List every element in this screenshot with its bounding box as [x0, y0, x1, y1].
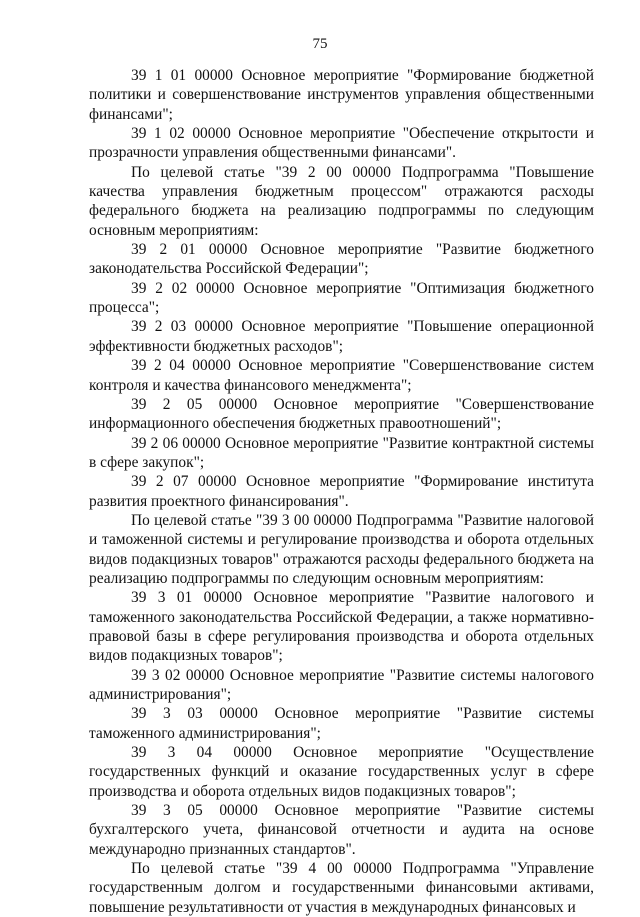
paragraph: 39 1 02 00000 Основное мероприятие "Обеспечение открытости и прозрачности управления общественными финансами".: [89, 125, 594, 162]
paragraph: 39 2 04 00000 Основное мероприятие "Совершенствование систем контроля и качества финансового менеджмента";: [89, 357, 594, 394]
paragraph: 39 3 05 00000 Основное мероприятие "Развитие системы бухгалтерского учета, финансовой отчетности и аудита на основе международно признанных стандартов".: [89, 802, 594, 858]
paragraph: По целевой статье "39 3 00 00000 Подпрограмма "Развитие налоговой и таможенной системы и регулирование производства и оборота отдельных видов подакцизных товаров" отражаются расходы федерального бюджета на реализацию подпрограммы по следующим основным мероприятиям:: [89, 511, 594, 587]
paragraph: 39 2 05 00000 Основное мероприятие "Совершенствование информационного обеспечения бюджетных правоотношений";: [89, 395, 594, 433]
page-number: 75: [312, 36, 328, 52]
paragraph: 39 2 01 00000 Основное мероприятие "Развитие бюджетного законодательства Российской Федерации";: [89, 241, 594, 278]
paragraph: По целевой статье "39 4 00 00000 Подпрограмма "Управление государственным долгом и государственными финансовыми активами, повышение результативности от участия в международных финансовых и: [89, 860, 594, 916]
paragraph: 39 2 07 00000 Основное мероприятие "Формирование института развития проектного финансирования".: [89, 473, 594, 510]
paragraph: 39 3 03 00000 Основное мероприятие "Развитие системы таможенного администрирования";: [89, 705, 594, 742]
paragraph: 39 3 02 00000 Основное мероприятие "Развитие системы налогового администрирования";: [89, 666, 594, 703]
paragraph: 39 2 06 00000 Основное мероприятие "Развитие контрактной системы в сфере закупок";: [89, 434, 594, 471]
paragraph: По целевой статье "39 2 00 00000 Подпрограмма "Повышение качества управления бюджетным процессом" отражаются расходы федерального бюджета на реализацию подпрограммы по следующим основным мероприятиям:: [89, 163, 594, 239]
paragraph: 39 2 03 00000 Основное мероприятие "Повышение операционной эффективности бюджетных расходов";: [89, 318, 594, 355]
paragraph: 39 2 02 00000 Основное мероприятие "Оптимизация бюджетного процесса";: [89, 279, 594, 317]
paragraph: 39 3 01 00000 Основное мероприятие "Развитие налогового и таможенного законодательства Российской Федерации, а также нормативно-правовой базы в сфере регулирования производства и оборота отдельных видов подакцизных товаров";: [89, 589, 594, 665]
paragraph: 39 3 04 00000 Основное мероприятие "Осуществление государственных функций и оказание государственных услуг в сфере производства и оборота отдельных видов подакцизных товаров";: [89, 744, 594, 800]
paragraph: 39 1 01 00000 Основное мероприятие "Формирование бюджетной политики и совершенствование инструментов управления общественными финансами";: [89, 67, 594, 123]
document-body: [89, 66, 594, 917]
